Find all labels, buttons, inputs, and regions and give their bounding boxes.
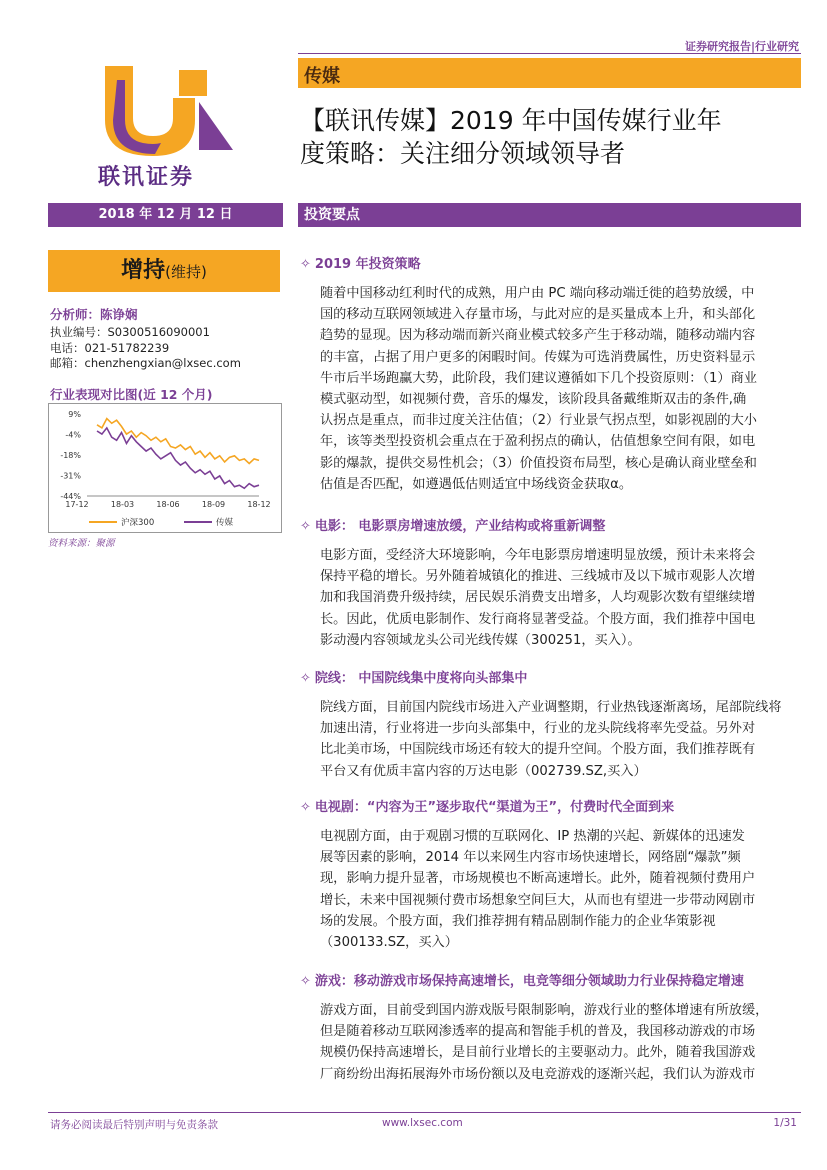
analyst-license: 执业编号：S0300516090001	[50, 325, 210, 339]
legend-label: 沪深300	[121, 518, 155, 528]
paragraph-line: 加速出清，行业将进一步向头部集中，行业的龙头院线将率先受益。另外对	[320, 721, 756, 737]
paragraph-line: （300133.SZ，买入）	[320, 935, 458, 951]
performance-chart	[48, 403, 282, 533]
performance-chart-svg	[49, 404, 281, 532]
x-tick-label: 17-12	[65, 500, 89, 509]
paragraph-line: 随着中国移动红利时代的成熟，用户由 PC 端向移动端迁徙的趋势放缓，中	[320, 286, 755, 301]
paragraph-line: 估值是否匹配，如遵遇低估则适宜中场线资金获取α。	[320, 476, 633, 492]
x-tick-label: 18-03	[110, 500, 135, 509]
paragraph-line: 场的发展。个股方面，我们推荐拥有精品剧制作能力的企业华策影视	[320, 913, 716, 929]
section-heading-text: 游戏：移动游戏市场保持高速增长，电竞等细分领域助力行业保持稳定增速	[314, 974, 744, 989]
title-line-2: 度策略：关注细分领域领导者	[300, 139, 626, 168]
footer-website[interactable]: www.lxsec.com	[382, 1117, 463, 1129]
section-heading	[300, 667, 527, 686]
diamond-bullet-icon: ✧	[300, 519, 311, 534]
header-rule	[298, 53, 801, 54]
diamond-bullet-icon: ✧	[300, 671, 311, 686]
paragraph-line: 展等因素的影响，2014 年以来网生内容市场快速增长，网络剧“爆款”频	[320, 850, 741, 866]
section-paragraph	[320, 826, 796, 953]
paragraph-line: 院线方面，目前国内院线市场进入产业调整期，行业热钱逐渐离场，尾部院线将	[320, 700, 782, 715]
section-paragraph	[320, 545, 796, 651]
y-tick-label: -31%	[60, 471, 81, 481]
paragraph-line: 趋势的显现。因为移动端而新兴商业模式较多产生于移动端，随移动端内容	[320, 328, 756, 344]
section-heading-text: 2019 年投资策略	[314, 257, 421, 272]
section-heading	[300, 515, 605, 534]
paragraph-line: 规模仍保持高速增长，是目前行业增长的主要驱动力。此外，随着我国游戏	[320, 1045, 756, 1061]
paragraph-line: 保持平稳的增长。另外随着城镇化的推进、三线城市及以下城市观影人次增	[320, 569, 756, 585]
chart-source: 资料来源：聚源	[48, 538, 115, 549]
analyst-email: 邮箱：chenzhengxian@lxsec.com	[50, 356, 241, 370]
paragraph-line: 但是随着移动互联网渗透率的提高和智能手机的普及，我国移动游戏的市场	[320, 1024, 756, 1040]
section-heading	[300, 253, 421, 272]
diamond-bullet-icon: ✧	[300, 974, 311, 989]
report-date: 2018 年 12 月 12 日	[48, 203, 283, 227]
paragraph-line: 增长，未来中国视频付费市场想象空间巨大，从而也有望进一步带动网剧市	[320, 892, 756, 908]
diamond-bullet-icon: ✧	[300, 257, 311, 272]
series-line-1	[97, 428, 259, 488]
footer-page-number: 1/31	[773, 1117, 797, 1129]
paragraph-line: 电视剧方面，由于观剧习惯的互联网化、IP 热潮的兴起、新媒体的迅速发	[320, 829, 745, 844]
diamond-bullet-icon: ✧	[300, 800, 311, 815]
sector-label: 传媒	[304, 66, 340, 87]
rating-sub: (维持)	[165, 263, 207, 281]
paragraph-line: 的丰富，占据了用户更多的闲暇时间。传媒为可选消费属性，历史资料显示	[320, 349, 756, 365]
section-heading	[300, 970, 744, 989]
series-line-0	[97, 419, 259, 464]
section-paragraph	[320, 1000, 796, 1085]
paragraph-line: 牛市后半场跑赢大势，此阶段，我们建议遵循如下几个投资原则：（1）商业	[320, 370, 757, 386]
paragraph-line: 电影方面，受经济大环境影响，今年电影票房增速明显放缓，预计未来将会	[320, 548, 756, 563]
x-tick-label: 18-12	[247, 500, 271, 509]
paragraph-line: 平台又有优质丰富内容的万达电影（002739.SZ,买入）	[320, 763, 647, 779]
footer-disclaimer[interactable]: 请务必阅读最后特别声明与免责条款	[50, 1119, 218, 1131]
report-title	[300, 104, 800, 170]
section-paragraph	[320, 697, 796, 782]
rating-main: 增持	[121, 258, 166, 283]
chart-heading: 行业表现对比图(近 12 个月)	[50, 387, 213, 402]
title-line-1: 【联讯传媒】2019 年中国传媒行业年	[300, 106, 722, 135]
investment-points-bar	[298, 203, 801, 227]
y-tick-label: 9%	[68, 410, 81, 419]
paragraph-line: 认拐点是重点，而非过度关注估值；（2）行业景气拐点型，如影视剧的大小	[320, 413, 757, 429]
paragraph-line: 模式驱动型，如视频付费，音乐的爆发，该阶段具备戴维斯双击的条件,确	[320, 392, 747, 408]
paragraph-line: 影动漫内容领域龙头公司光线传媒（300251，买入）。	[320, 632, 641, 648]
section-heading-text: 电影： 电影票房增速放缓，产业结构或将重新调整	[314, 519, 606, 534]
paragraph-line: 现，影响力提升显著，市场规模也不断高速增长。此外，随着视频付费用户	[320, 871, 756, 887]
y-tick-label: -44%	[60, 492, 81, 501]
y-tick-label: -4%	[65, 430, 81, 440]
section-heading-text: 院线： 中国院线集中度将向头部集中	[314, 671, 528, 686]
paragraph-line: 长。因此，优质电影制作、发行商将显著受益。个股方面，我们推荐中国电	[320, 611, 756, 627]
paragraph-line: 比北美市场，中国院线市场还有较大的提升空间。个股方面，我们推荐既有	[320, 742, 756, 758]
x-tick-label: 18-09	[201, 500, 226, 509]
sector-bar	[298, 58, 801, 88]
rating-box	[48, 250, 280, 292]
report-category: 证券研究报告|行业研究	[684, 40, 799, 53]
analyst-name: 分析师：陈诤娴	[50, 307, 138, 322]
paragraph-line: 厂商纷纷出海拓展海外市场份额以及电竞游戏的逐渐兴起，我们认为游戏市	[320, 1066, 756, 1082]
logo-text: 联讯证券	[98, 165, 195, 190]
paragraph-line: 加和我国消费升级持续，居民娱乐消费支出增多，人均观影次数有望继续增	[320, 590, 756, 606]
section-paragraph	[320, 283, 796, 495]
legend-label: 传媒	[216, 518, 234, 528]
y-tick-label: -18%	[60, 451, 81, 460]
paragraph-line: 游戏方面，目前受到国内游戏版号限制影响，游戏行业的整体增速有所放缓，	[320, 1003, 769, 1018]
paragraph-line: 影的爆款，提供交易性机会；（3）价值投资布局型，核心是确认商业壁垒和	[320, 455, 757, 471]
investment-points-title: 投资要点	[304, 207, 360, 223]
paragraph-line: 年，该等类型投资机会重点在于盈利拐点的确认，估值想象空间有限，如电	[320, 434, 756, 450]
analyst-phone: 电话：021-51782239	[50, 341, 170, 355]
section-heading	[300, 796, 674, 815]
footer-rule	[48, 1112, 801, 1113]
x-tick-label: 18-06	[156, 500, 180, 509]
paragraph-line: 国的移动互联网领域进入存量市场，与此对应的是买量成本上升，和头部化	[320, 307, 756, 323]
section-heading-text: 电视剧：“内容为王”逐步取代“渠道为王”，付费时代全面到来	[314, 800, 675, 815]
